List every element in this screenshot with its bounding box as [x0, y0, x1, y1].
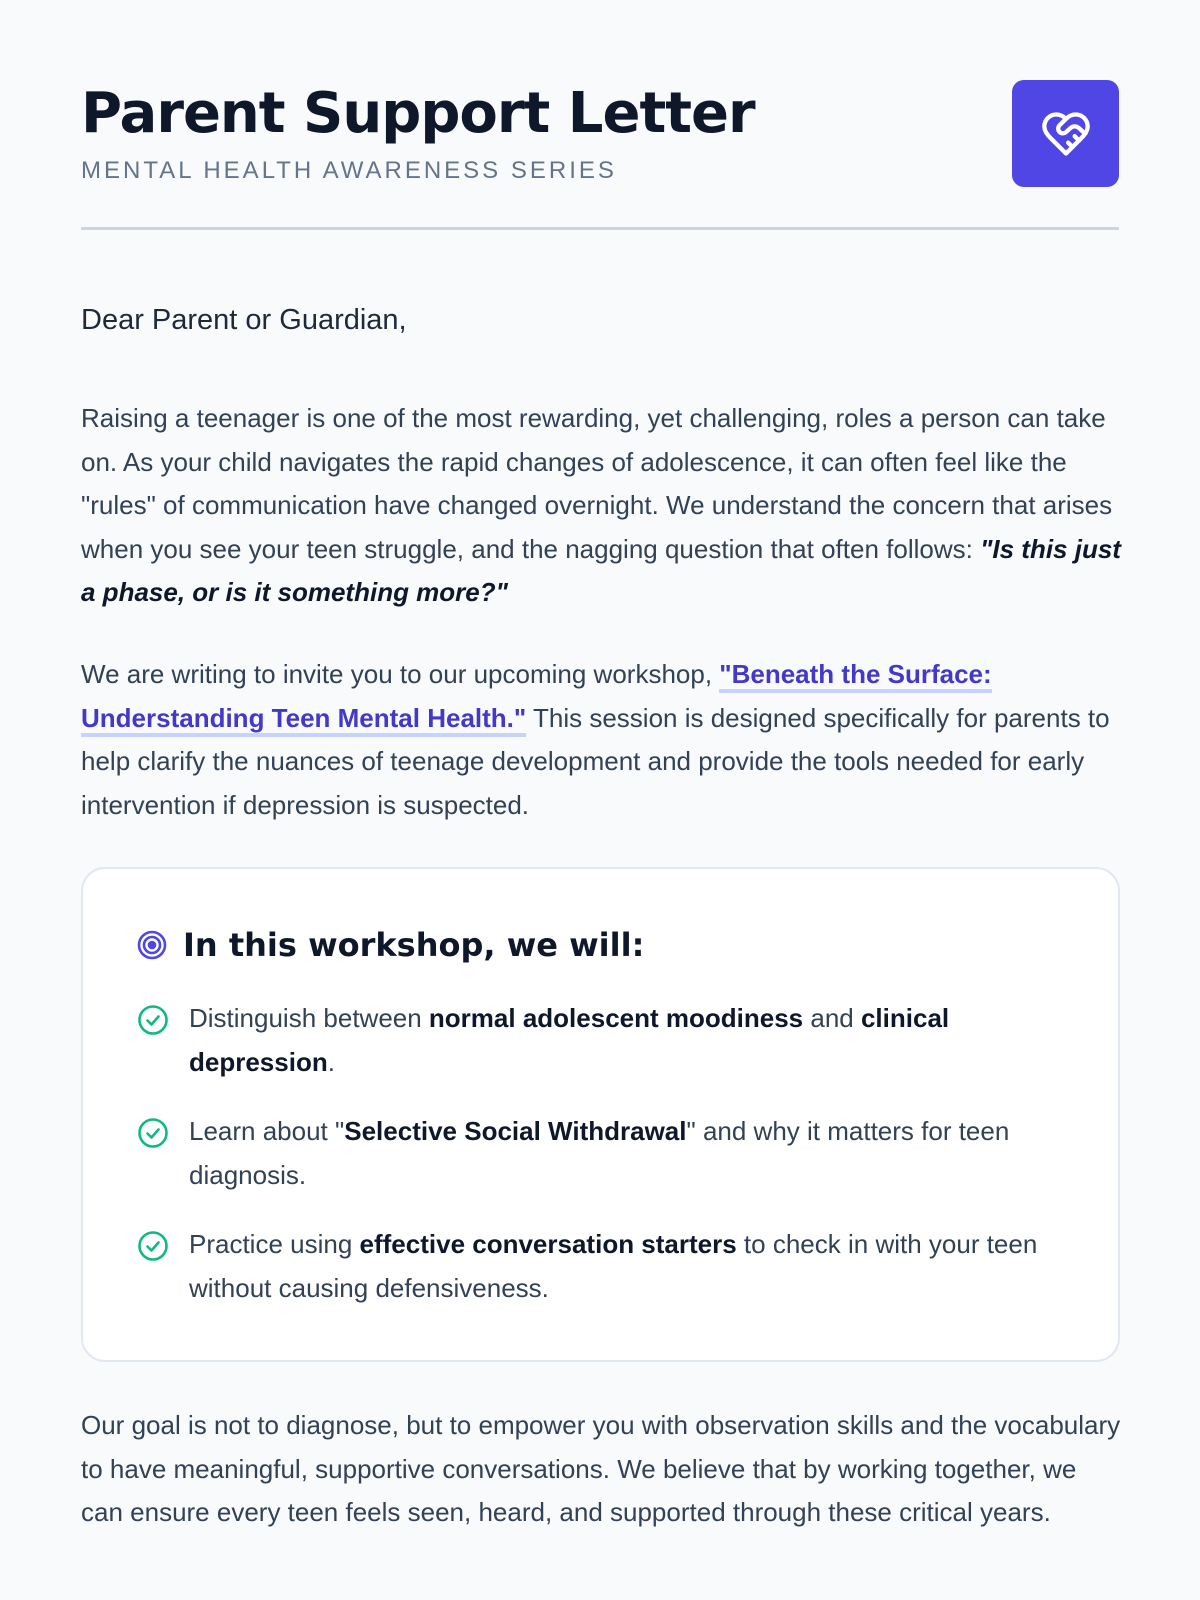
invitation-text-after: This session is designed specifically for parents to help clarify the nuances of teenage development and provide the tools needed for early intervention if depression is suspected.: [81, 702, 1110, 820]
item-text-part: Distinguish between: [189, 1003, 429, 1033]
list-item-text: [189, 997, 1057, 1084]
list-item: [137, 1110, 1057, 1197]
item-text-part: Practice using: [189, 1229, 360, 1259]
heart-handshake-icon: [1040, 108, 1092, 160]
item-emphasis: clinical depression: [189, 1003, 950, 1077]
intro-text: Raising a teenager is one of the most rewarding, yet challenging, roles a person can take on. As your child navigates the rapid changes of adolescence, it can often feel like the "rules" of communication have changed overnight. We understand the concern that arises when you see your teen struggle, and the nagging question that often follows:: [81, 403, 1113, 564]
intro-paragraph: [81, 397, 1121, 615]
workshop-card-title: In this workshop, we will:: [183, 926, 645, 964]
item-text-part: Learn about ": [189, 1116, 345, 1146]
workshop-card: [81, 867, 1120, 1362]
check-circle-icon: [137, 1004, 169, 1036]
item-text-part: .: [327, 1046, 335, 1077]
check-circle-icon: [137, 1117, 169, 1149]
letter-greeting: Dear Parent or Guardian,: [81, 304, 407, 336]
series-subtitle: MENTAL HEALTH AWARENESS SERIES: [81, 157, 617, 184]
check-circle-icon: [137, 1230, 169, 1262]
workshop-title-link[interactable]: "Beneath the Surface: Understanding Teen Mental Health.": [81, 659, 992, 737]
list-item-text: [189, 1110, 1057, 1197]
item-text-part: to check in with your teen without causing defensiveness.: [189, 1229, 1038, 1303]
workshop-card-header: [137, 921, 644, 969]
item-emphasis: Selective Social Withdrawal: [344, 1116, 687, 1146]
target-icon: [137, 930, 167, 960]
logo-badge: [1012, 80, 1119, 187]
intro-quote: "Is this just a phase, or is it something more?": [81, 533, 1121, 607]
invitation-paragraph: [81, 653, 1121, 827]
list-item: [137, 997, 1057, 1084]
page-title: Parent Support Letter: [81, 81, 755, 146]
list-item: [137, 1223, 1057, 1310]
invitation-text-before: We are writing to invite you to our upcoming workshop,: [81, 659, 720, 689]
item-emphasis: effective conversation starters: [359, 1229, 737, 1259]
item-text-part: " and why it matters for teen diagnosis.: [189, 1116, 1010, 1190]
item-text-part: and: [803, 1003, 861, 1033]
item-emphasis: normal adolescent moodiness: [428, 1003, 804, 1033]
letter-header: [81, 0, 1119, 230]
list-item-text: [189, 1223, 1057, 1310]
closing-paragraph: Our goal is not to diagnose, but to empower you with observation skills and the vocabulary to have meaningful, supportive conversations. We believe that by working together, we can ensure every teen feels seen, heard, and supported through these critical years.: [81, 1410, 1121, 1527]
